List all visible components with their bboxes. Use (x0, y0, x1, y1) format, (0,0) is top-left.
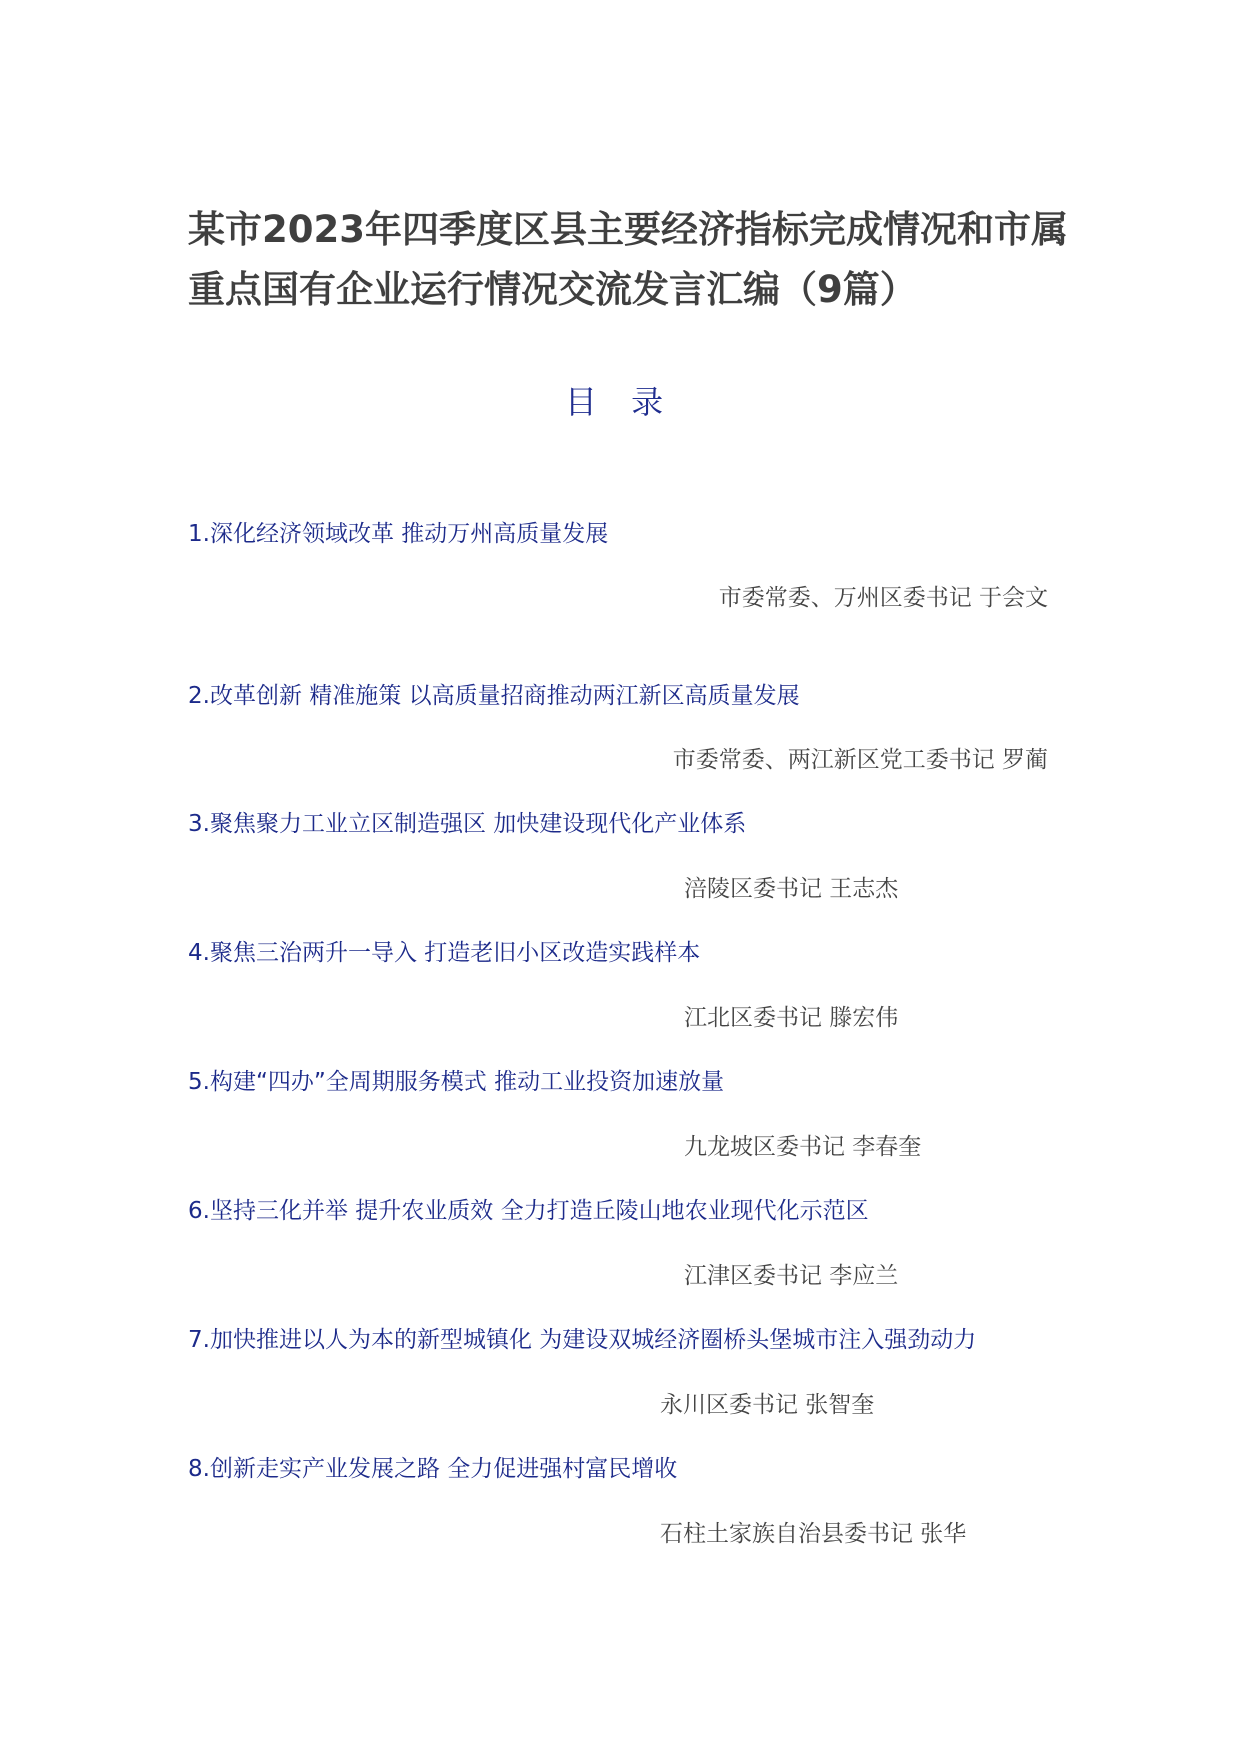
toc-entry-author: 市委常委、万州区委书记 于会文 (718, 585, 1048, 611)
toc-entry-author: 江北区委书记 滕宏伟 (684, 1005, 899, 1031)
toc-entry-title[interactable]: 4.聚焦三治两升一导入 打造老旧小区改造实践样本 (188, 940, 701, 966)
toc-entry-author: 市委常委、两江新区党工委书记 罗蔺 (672, 747, 1048, 773)
toc-entry-author: 永川区委书记 张智奎 (660, 1392, 875, 1418)
toc-entry-title[interactable]: 7.加快推进以人为本的新型城镇化 为建设双城经济圈桥头堡城市注入强劲动力 (188, 1327, 977, 1353)
document-title: 某市2023年四季度区县主要经济指标完成情况和市属重点国有企业运行情况交流发言汇编（9篇） (188, 208, 1068, 311)
toc-entry-title[interactable]: 5.构建“四办”全周期服务模式 推动工业投资加速放量 (188, 1069, 725, 1095)
toc-entry-author: 九龙坡区委书记 李春奎 (684, 1134, 922, 1160)
toc-entry-title[interactable]: 6.坚持三化并举 提升农业质效 全力打造丘陵山地农业现代化示范区 (188, 1198, 869, 1224)
toc-entry-title[interactable]: 2.改革创新 精准施策 以高质量招商推动两江新区高质量发展 (188, 683, 800, 709)
toc-entry-author: 涪陵区委书记 王志杰 (684, 876, 899, 902)
toc-entry-title[interactable]: 8.创新走实产业发展之路 全力促进强村富民增收 (188, 1456, 678, 1482)
toc-entry-title[interactable]: 1.深化经济领域改革 推动万州高质量发展 (188, 521, 609, 547)
toc-entry-title[interactable]: 3.聚焦聚力工业立区制造强区 加快建设现代化产业体系 (188, 811, 747, 837)
toc-heading: 目 录 (564, 383, 676, 421)
toc-entry-author: 江津区委书记 李应兰 (684, 1263, 899, 1289)
toc-entry-author: 石柱土家族自治县委书记 张华 (660, 1521, 967, 1547)
